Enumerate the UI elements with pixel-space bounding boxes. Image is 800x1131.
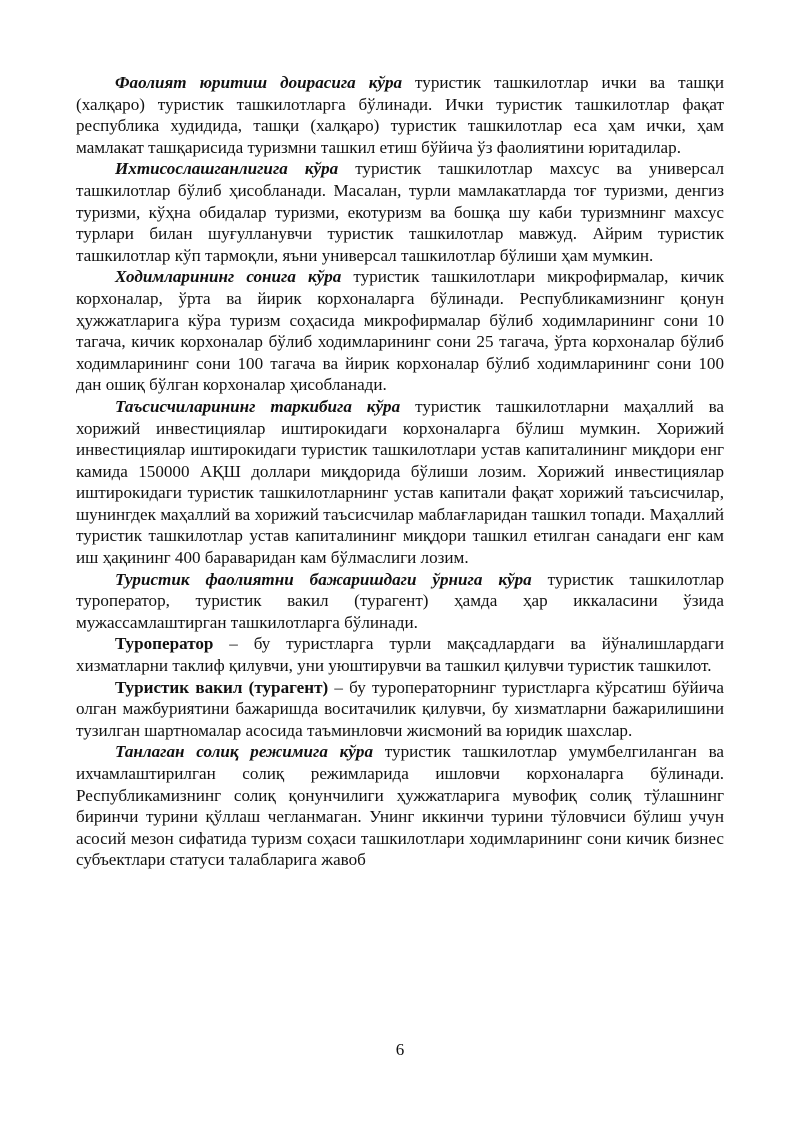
paragraph-lead: Таъсисчиларининг таркибига кўра [115,396,401,416]
paragraph-employee-count [76,266,724,396]
page-number: 6 [395,1040,405,1059]
paragraph-specialization [76,158,724,266]
paragraph-lead: Туроператор [115,634,214,654]
paragraph-text: – бу туроператорнинг туристларга кўрсатиш бўйича олган мажбуриятини бажаришда воситачилик қилувчи, бу хизматларни бажарилишини тузилган шартномалар асосида таъминловчи жисмоний ва юридик шахслар. [76,677,725,740]
paragraph-text: туристик ташкилотлар туроператор, туристик вакил (турагент) ҳамда ҳар иккаласини ўзида мужассамлаштирган ташкилотларга бўлинади. [76,569,724,632]
paragraph-lead: Туристик вакил (турагент) [115,677,329,697]
paragraph-text: туристик ташкилотлари микрофирмалар, кичик корхоналар, ўрта ва йирик корхоналарга бўлинади. Республикамизнинг қонун ҳужжатларига кўра туризм соҳасида микрофирмалар бўлиб ходимларининг сони 10 тагача, кичик корхоналар бўлиб ходимларининг сони 25 тагача, ўрта корхоналар бўлиб ходимларининг сони 100 тагача ва йирик корхоналар бўлиб ходимларининг сони 100 дан ошиқ бўлган корхоналар ҳисобланади. [76,267,724,395]
paragraph-text: туристик ташкилотлар умумбелгиланган ва ихчамлаштирилган солиқ режимларида ишловчи корхоналарга бўлинади. Республикамизнинг солиқ қонунчилиги ҳужжатларига мувофиқ солиқ тўлашнинг биринчи турини қўллаш чегланмаган. Унинг иккинчи турини тўловчиси бўлиш учун асосий мезон сифатида туризм соҳаси ташкилотлари ходимларининг сони кичик бизнес субъектлари статуси талабларига жавоб [76,742,725,870]
paragraph-text: – бу туристларга турли мақсадлардаги ва йўналишлардаги хизматларни таклиф қилувчи, уни уюштирувчи ва ташкил қилувчи туристик ташкилот. [76,634,724,676]
paragraph-activity-scope [76,72,724,158]
paragraph-lead: Фаолият юритиш доирасига кўра [115,73,403,92]
paragraph-lead: Ихтисослашганлигига кўра [115,159,339,179]
paragraph-tour-operator [76,633,724,676]
paragraph-lead: Туристик фаолиятни бажаришдаги ўрнига кўра [115,569,532,589]
paragraph-text: туристик ташкилотларни маҳаллий ва хорижий инвестициялар иштирокидаги корхоналарга бўлиш мумкин. Хорижий инвестициялар иштирокидаги туристик ташкилотлари устав капиталининг миқдори енг камида 150000 АҚШ доллари миқдорида бўлиши лозим. Хорижий инвестициялар иштирокидаги туристик ташкилотларнинг устав капитали фақат хорижий таъсисчилар, шунингдек маҳаллий ва хорижий таъсисчилар маблағларидан ташкил топади. Маҳаллий туристик ташкилотлар устав капиталининг миқдори ташкил етилган санадаги енг кам иш ҳақининг 400 бараваридан кам бўлмаслиги лозим. [76,396,724,568]
paragraph-travel-agent [76,677,724,742]
paragraph-founders [76,396,724,569]
document-page [76,72,724,871]
paragraph-text: туристик ташкилотлар махсус ва универсал ташкилотлар бўлиб ҳисобланади. Масалан, турли мамлакатларда тоғ туризми, денгиз туризми, кўҳна обидалар туризми, екотуризм ва бошқа шу каби туризмнинг махсус турлари билан шуғулланувчи туристик ташкилотлар мавжуд. Айрим туристик ташкилотлар кўп тармоқли, яъни универсал ташкилотлар бўлиши ҳам мумкин. [76,159,724,265]
paragraph-text: туристик ташкилотлар ички ва ташқи (халқаро) туристик ташкилотларга бўлинади. Ички туристик ташкилотлар фақат республика худидида, ташқи (халқаро) туристик ташкилотлар еса ҳам ички, ҳам мамлакат ташқарисида туризмни ташкил етиш бўйича ўз фаолиятини юритадилар. [76,73,724,157]
paragraph-tax-regime [76,741,724,871]
paragraph-lead: Ходимларининг сонига кўра [115,267,342,287]
paragraph-role [76,569,724,634]
paragraph-lead: Танлаган солиқ режимига кўра [115,742,373,762]
